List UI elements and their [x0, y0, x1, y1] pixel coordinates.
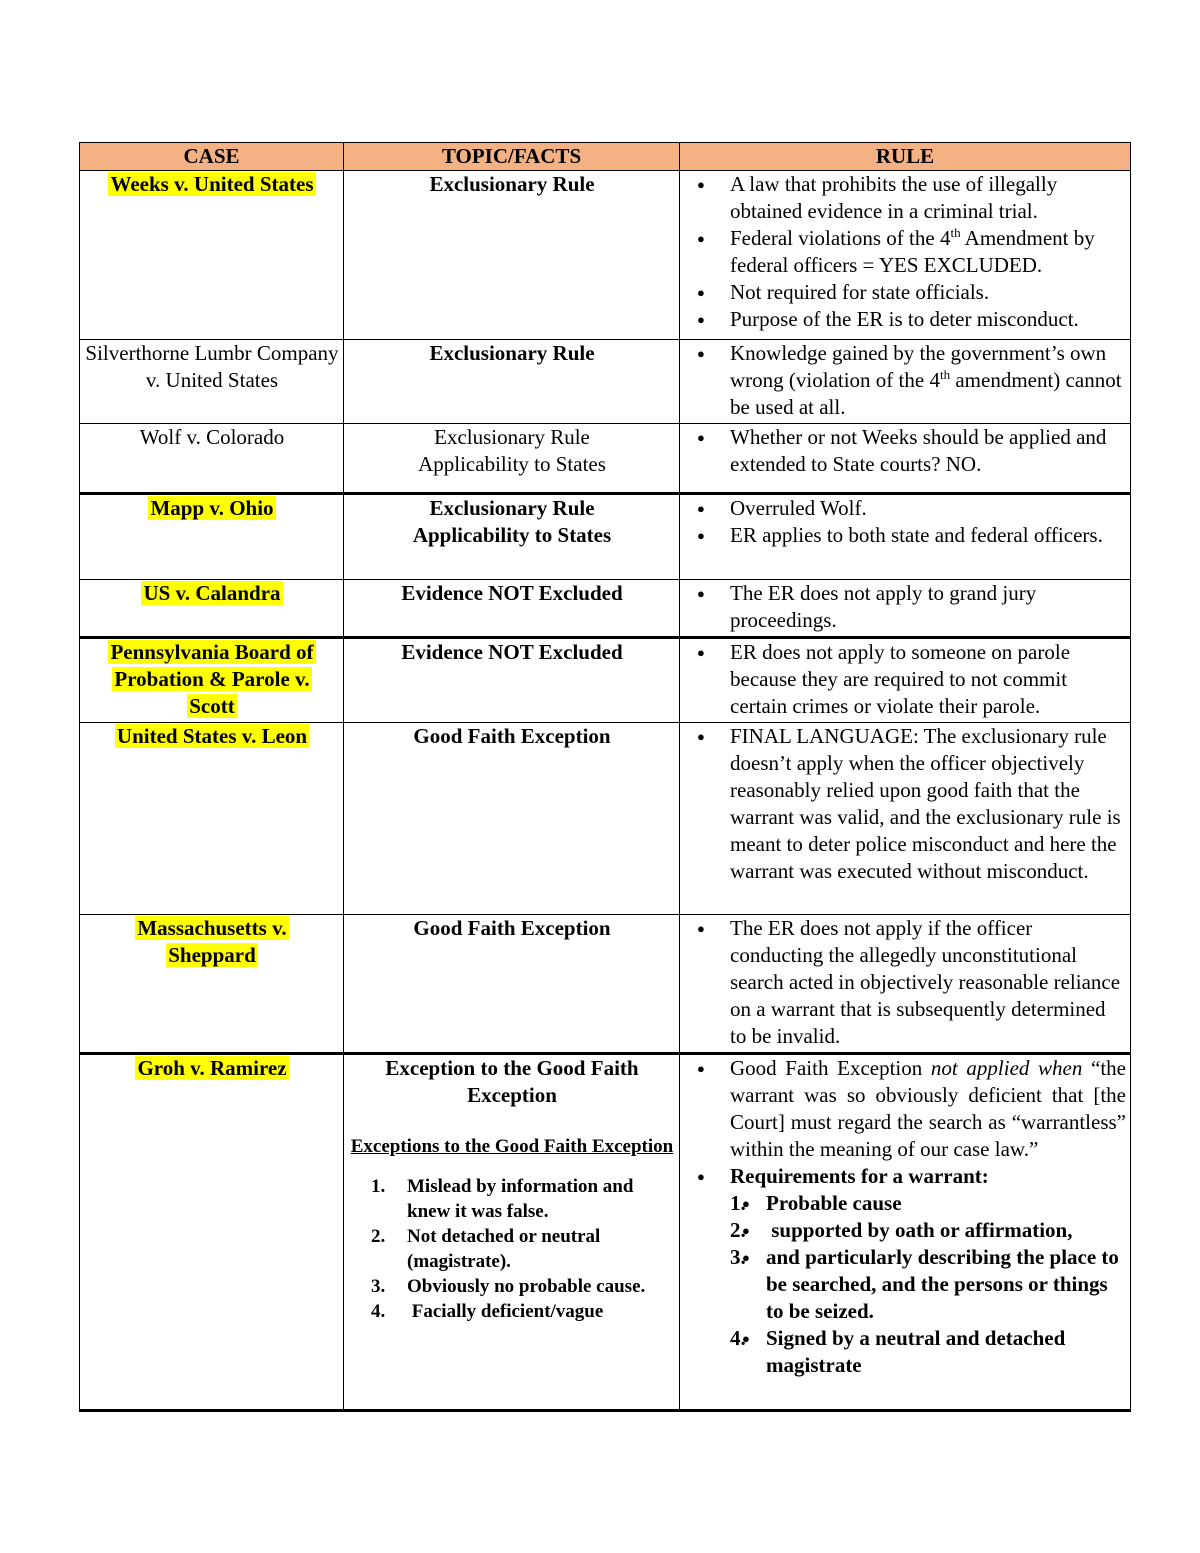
- rule-item: ● Not required for state officials.: [685, 279, 1126, 306]
- case-name: Probation & Parole v.: [114, 667, 310, 691]
- requirements-list: [730, 1190, 1126, 1379]
- list-item: 2. Not detached or neutral (magistrate).: [371, 1226, 601, 1272]
- table-row: [80, 424, 1131, 494]
- case-cell: [80, 580, 344, 638]
- topic-cell: Evidence NOT Excluded: [344, 638, 680, 723]
- list-item: 1. Mislead by information and knew it was false.: [371, 1176, 634, 1222]
- rule-item: ● The ER does not apply to grand jury proceedings.: [685, 580, 1126, 634]
- rule-item: ● Good Faith Exception not applied when “the warrant was so obviously deficient that [the Court] must regard the search as “warrantless” within the meaning of our case law.”: [685, 1055, 1126, 1163]
- case-name: United States v. Leon: [116, 724, 308, 748]
- header-rule: RULE: [680, 143, 1131, 171]
- table-row: [80, 723, 1131, 915]
- list-item: ● 3. and particularly describing the place to be searched, and the persons or things to be seized.: [730, 1244, 1126, 1325]
- table-row: [80, 915, 1131, 1054]
- case-name: Sheppard: [168, 943, 256, 967]
- exceptions-heading: Exceptions to the Good Faith Exception: [350, 1136, 674, 1157]
- case-cell: [80, 723, 344, 915]
- topic-title: Exception to the Good Faith Exception: [385, 1056, 639, 1107]
- case-cell: Wolf v. Colorado: [80, 424, 344, 494]
- rule-cell: [680, 424, 1131, 494]
- rule-cell: [680, 171, 1131, 340]
- table-row: [80, 171, 1131, 340]
- case-name: Weeks v. United States: [110, 172, 314, 196]
- case-cell: [80, 638, 344, 723]
- rule-item: ● Whether or not Weeks should be applied and extended to State courts? NO.: [685, 424, 1126, 478]
- rule-cell: [680, 340, 1131, 424]
- topic-cell: [344, 1054, 680, 1411]
- case-cell: [80, 1054, 344, 1411]
- topic-cell: Good Faith Exception: [344, 915, 680, 1054]
- case-cell: Silverthorne Lumbr Company v. United States: [80, 340, 344, 424]
- rule-item: ● FINAL LANGUAGE: The exclusionary rule doesn’t apply when the officer objectively reasonably relied upon good faith that the warrant was valid, and the exclusionary rule is meant to deter police misconduct and here the warrant was executed without misconduct.: [685, 723, 1126, 885]
- table-row: [80, 580, 1131, 638]
- rule-item: ● ER applies to both state and federal officers.: [685, 522, 1126, 549]
- table-row: [80, 1054, 1131, 1411]
- rule-item: ● The ER does not apply if the officer conducting the allegedly unconstitutional search acted in objectively reasonable reliance on a warrant that is subsequently determined to be invalid.: [685, 915, 1126, 1050]
- case-cell: [80, 171, 344, 340]
- rule-item: ● A law that prohibits the use of illegally obtained evidence in a criminal trial.: [685, 171, 1126, 225]
- topic-cell: Good Faith Exception: [344, 723, 680, 915]
- topic-cell: Evidence NOT Excluded: [344, 580, 680, 638]
- exceptions-list: [349, 1174, 675, 1324]
- rule-cell: [680, 915, 1131, 1054]
- rule-item: ● Overruled Wolf.: [685, 495, 1126, 522]
- case-name: Groh v. Ramirez: [137, 1056, 287, 1080]
- rule-cell: [680, 638, 1131, 723]
- header-row: [80, 143, 1131, 171]
- rule-cell: [680, 1054, 1131, 1411]
- topic-cell: Exclusionary Rule: [344, 340, 680, 424]
- topic-cell: Exclusionary Rule Applicability to States: [344, 494, 680, 580]
- rule-item: ● Purpose of the ER is to deter misconduct.: [685, 306, 1126, 333]
- rule-cell: [680, 494, 1131, 580]
- list-item: 4. Facially deficient/vague: [371, 1301, 604, 1322]
- list-item: ● 1. Probable cause: [730, 1190, 1126, 1217]
- list-item: ● 2. supported by oath or affirmation,: [730, 1217, 1126, 1244]
- case-name: Massachusetts v.: [137, 916, 287, 940]
- case-name: Scott: [189, 694, 235, 718]
- topic-cell: Exclusionary Rule Applicability to States: [344, 424, 680, 494]
- table-row: [80, 340, 1131, 424]
- case-cell: [80, 494, 344, 580]
- case-cell: [80, 915, 344, 1054]
- list-item: ● 4. Signed by a neutral and detached magistrate: [730, 1325, 1126, 1379]
- table-row: [80, 494, 1131, 580]
- topic-cell: Exclusionary Rule: [344, 171, 680, 340]
- list-item: 3. Obviously no probable cause.: [371, 1276, 646, 1297]
- header-topic: TOPIC/FACTS: [344, 143, 680, 171]
- header-case: CASE: [80, 143, 344, 171]
- case-name: Pennsylvania Board of: [110, 640, 314, 664]
- case-name: Mapp v. Ohio: [150, 496, 274, 520]
- rule-item: ● ER does not apply to someone on parole because they are required to not commit certain crimes or violate their parole.: [685, 639, 1126, 720]
- rule-cell: [680, 723, 1131, 915]
- table-row: [80, 638, 1131, 723]
- rule-item: ● Requirements for a warrant: ● 1. Probable cause ● 2. supported by oath or affirmation, ● 3. and particularly describing the place to be searched, and the persons or things to be seized. ● 4. Signed by a neutral and detached magistrate: [685, 1163, 1126, 1379]
- rule-item: ● Knowledge gained by the government’s own wrong (violation of the 4th amendment) cannot be used at all.: [685, 340, 1126, 421]
- rule-item: ● Federal violations of the 4th Amendment by federal officers = YES EXCLUDED.: [685, 225, 1126, 279]
- rule-cell: [680, 580, 1131, 638]
- case-brief-table: [79, 142, 1131, 1412]
- case-name: US v. Calandra: [143, 581, 281, 605]
